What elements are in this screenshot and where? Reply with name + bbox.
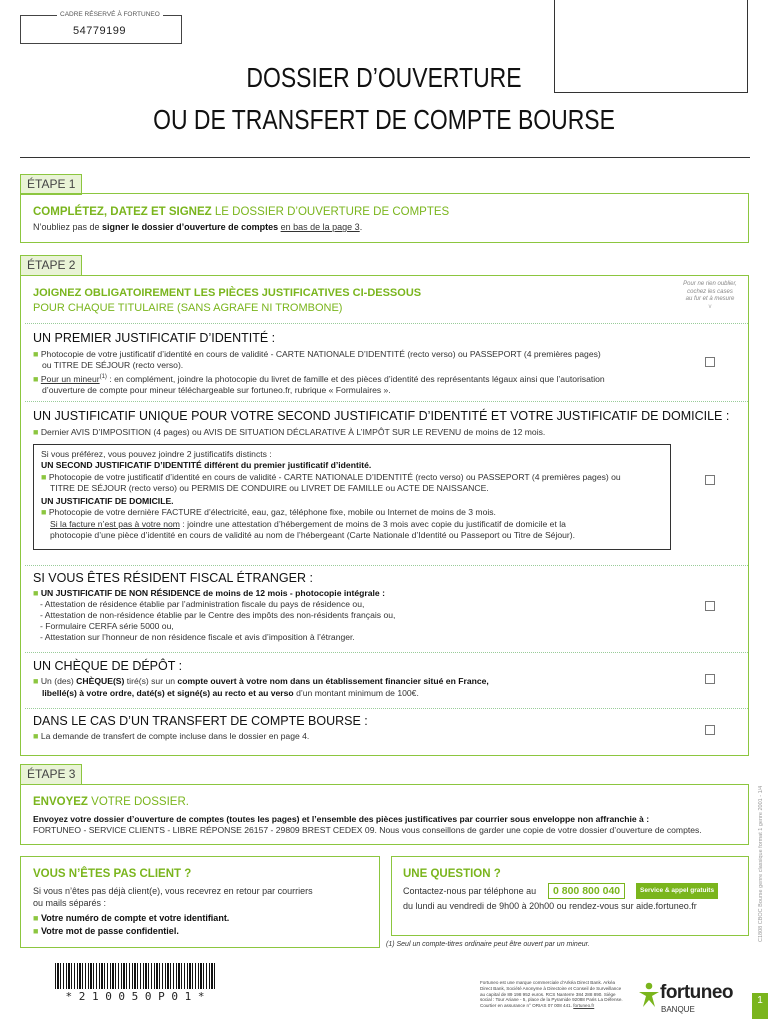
bullet-icon: ■ <box>33 427 39 437</box>
s2-alt-box <box>33 444 671 550</box>
step3-tag: ÉTAPE 3 <box>20 764 82 785</box>
step2-subheading: POUR CHAQUE TITULAIRE (SANS AGRAFE NI TROMBONE) <box>33 302 343 314</box>
hint-line-1: Pour ne rien oublier, <box>683 281 737 287</box>
question-line2: du lundi au vendredi de 9h00 à 20h00 ou rendez-vous sur aide.fortuneo.fr <box>403 901 697 911</box>
checkbox-identity[interactable] <box>705 357 715 367</box>
s1-item1-line2: ou TITRE DE SÉJOUR (recto verso). <box>42 360 184 370</box>
s4-text-c: tiré(s) sur un <box>124 676 178 686</box>
bullet-icon: ■ <box>33 676 39 686</box>
s3-dash4: - Attestation sur l’honneur de non résidence fiscale et avis d’imposition à l’étranger. <box>40 632 355 642</box>
step3-heading <box>33 796 189 808</box>
not-client-box <box>20 856 380 948</box>
step1-page-link[interactable]: en bas de la page 3 <box>280 222 360 232</box>
hint-line-3: au fur et à mesure <box>685 296 735 302</box>
s3-dash3: - Formulaire CERFA série 5000 ou, <box>40 621 174 631</box>
not-client-title: VOUS N’ÊTES PAS CLIENT ? <box>33 868 192 880</box>
s2-box-heading2 <box>41 496 174 507</box>
title-line-2: OU DE TRANSFERT DE COMPTE BOURSE <box>153 104 615 135</box>
not-client-line2: ou mails séparés : <box>33 898 107 908</box>
header-rule <box>20 157 750 158</box>
hint-arrow-icon: v <box>708 303 712 310</box>
s2-box-item1 <box>41 472 666 494</box>
bullet-icon: ■ <box>41 507 47 517</box>
step2-heading: JOIGNEZ OBLIGATOIREMENT LES PIÈCES JUSTIFICATIVES CI-DESSOUS <box>33 287 422 299</box>
legal-line3: au capital de 89 198 952 euros. RCS Nanterre 384 288 890. Siège <box>480 991 616 997</box>
star-person-icon <box>638 982 660 1008</box>
not-client-line1: Si vous n’êtes pas déjà client(e), vous recevrez en retour par courriers <box>33 886 313 896</box>
s5-item1-text: La demande de transfert de compte incluse dans le dossier en page 4. <box>40 731 310 741</box>
s2-item1-text: Dernier AVIS D’IMPOSITION (4 pages) ou AVIS DE SITUATION DÉCLARATIVE À L’IMPÔT SUR LE REVENU de moins de 12 mois. <box>40 427 546 437</box>
question-title: UNE QUESTION ? <box>403 868 501 880</box>
s2-box-item3-line1: : joindre une attestation d’hébergement de moins de 3 mois avec copie du justificatif de domicile et la <box>179 519 566 529</box>
s4-title: UN CHÈQUE DE DÉPÔT : <box>33 659 183 673</box>
s2-box-intro: Si vous préférez, vous pouvez joindre 2 justificatifs distincts : <box>41 449 272 459</box>
checkbox-transfer[interactable] <box>705 725 715 735</box>
minor-link: Pour un mineur <box>40 373 100 384</box>
s2-box-item3 <box>50 519 665 541</box>
step1-heading <box>33 206 449 218</box>
step3-box <box>20 784 749 845</box>
free-service-badge: Service & appel gratuits <box>636 883 718 899</box>
page-title <box>69 57 699 141</box>
step2-tag: ÉTAPE 2 <box>20 255 82 276</box>
bullet-icon: ■ <box>33 913 39 923</box>
footnote-ref: (1) <box>99 374 107 380</box>
s3-title: SI VOUS ÊTES RÉSIDENT FISCAL ÉTRANGER : <box>33 571 313 585</box>
s4-text-amount: d’un montant minimum de 100€. <box>293 688 419 698</box>
s2-box-heading1-text: UN SECOND JUSTIFICATIF D’IDENTITÉ différent du premier justificatif d’identité. <box>41 460 372 470</box>
s3-dash2: - Attestation de non-résidence établie par le Centre des impôts des non-résidents français ou, <box>40 610 396 620</box>
not-client-item1-text: Votre numéro de compte et votre identifiant. <box>40 913 230 923</box>
invoice-not-your-name-link: Si la facture n’est pas à votre nom <box>50 519 180 529</box>
step2-separator-top <box>25 323 748 324</box>
brand-name: fortuneo <box>660 982 734 1003</box>
s2-box-item2 <box>41 507 496 518</box>
s4-line2 <box>42 688 419 699</box>
s1-item2-line2: d’ouverture de compte pour mineur téléchargeable sur fortuneo.fr, rubrique « Formulaires ». <box>42 384 391 395</box>
s4-line1 <box>33 676 489 687</box>
bullet-icon: ■ <box>41 472 47 482</box>
legal-text <box>480 980 628 1009</box>
s1-item1-line1: Photocopie de votre justificatif d’identité en cours de validité - CARTE NATIONALE D’IDENTITÉ (recto verso) ou PASSEPORT (4 premières pages) <box>40 349 601 359</box>
s4-text-account: compte ouvert à votre nom dans un établissement financier situé en France, <box>177 676 489 686</box>
fortuneo-logo <box>638 980 744 1016</box>
checkbox-hint <box>675 281 745 311</box>
step3-heading-rest: VOTRE DOSSIER. <box>91 796 189 808</box>
legal-line4: social : Tour Ariane - 5, place de la Pyramide 92088 Paris La Défense. <box>480 997 623 1003</box>
step3-line1 <box>33 814 649 825</box>
s5-item1 <box>33 731 309 742</box>
legal-line1: Fortuneo est une marque commerciale d’Arkéa Direct Bank. Arkéa <box>480 980 616 985</box>
reserved-label: CADRE RÉSERVÉ À FORTUNEO <box>57 11 163 18</box>
title-line-1: DOSSIER D’OUVERTURE <box>246 62 522 93</box>
bullet-icon: ■ <box>33 373 39 384</box>
s3-dash1: - Attestation de résidence établie par l’administration fiscale du pays de résidence ou, <box>40 599 365 609</box>
s4-text-order: libellé(s) à votre ordre, daté(s) et signé(s) au recto et au verso <box>42 688 294 698</box>
s1-item1 <box>33 349 673 371</box>
s4-text-cheques: CHÈQUE(S) <box>76 676 125 686</box>
legal-link: fortuneo.fr <box>573 1003 595 1009</box>
step2-separator-4 <box>25 652 748 653</box>
s2-item1 <box>33 427 545 438</box>
checkbox-non-residence[interactable] <box>705 601 715 611</box>
s4-text-a: Un (des) <box>40 676 77 686</box>
s2-title: UN JUSTIFICATIF UNIQUE POUR VOTRE SECOND JUSTIFICATIF D’IDENTITÉ ET VOTRE JUSTIFICATIF DE DOMICILE : <box>33 409 730 423</box>
step1-text-a: N’oubliez pas de <box>33 222 103 232</box>
barcode-text: * 2 1 0 0 5 0 P 0 1 * <box>65 990 205 1003</box>
s1-item2 <box>33 372 683 396</box>
step3-address: FORTUNEO - SERVICE CLIENTS - LIBRE RÉPONSE 26157 - 29809 BREST CEDEX 09. Nous vous conseillons de garder une copie de votre dossier d’ouverture de comptes. <box>33 825 702 835</box>
question-box <box>391 856 749 936</box>
s2-box-item2-text: Photocopie de votre dernière FACTURE d’électricité, eau, gaz, téléphone fixe, mobile ou Internet de moins de 3 mois. <box>48 507 496 517</box>
footnote: (1) Seul un compte-titres ordinaire peut être ouvert par un mineur. <box>386 941 590 948</box>
step1-text-d: . <box>359 222 363 232</box>
s1-item2-line1: : en complément, joindre la photocopie du livret de famille et des pièces d’identité des représentants légaux ainsi que l’autorisation <box>106 373 605 384</box>
not-client-item1 <box>33 913 229 924</box>
step2-separator-3 <box>25 565 748 566</box>
s5-title: DANS LE CAS D’UN TRANSFERT DE COMPTE BOURSE : <box>33 714 368 728</box>
side-reference <box>758 786 764 942</box>
s2-box-heading2-text: UN JUSTIFICATIF DE DOMICILE. <box>41 496 174 506</box>
brand-subtitle: BANQUE <box>661 1005 695 1014</box>
step1-tag: ÉTAPE 1 <box>20 174 82 195</box>
s2-box-heading1 <box>41 460 371 471</box>
s1-title: UN PREMIER JUSTIFICATIF D’IDENTITÉ : <box>33 331 276 345</box>
not-client-item2-text: Votre mot de passe confidentiel. <box>40 926 179 936</box>
step3-line1-text: Envoyez votre dossier d’ouverture de comptes (toutes les pages) et l’ensemble des pièces justificatives par courrier sous enveloppe non affranchie à : <box>33 814 650 824</box>
s2-box-item1-line1: Photocopie de votre justificatif d’identité en cours de validité - CARTE NATIONALE D’IDENTITÉ (recto verso) ou PASSEPORT (4 premières pages) ou <box>48 472 621 482</box>
step2-separator-5 <box>25 708 748 709</box>
step2-separator-2 <box>25 401 748 402</box>
step1-heading-rest: LE DOSSIER D’OUVERTURE DE COMPTES <box>214 206 450 218</box>
step1-box <box>20 193 749 243</box>
hint-line-2: cochez les cases <box>687 288 733 295</box>
s3-item1 <box>33 588 385 599</box>
legal-line2: Direct Bank, Société Anonyme à Directoire et Conseil de Surveillance <box>480 985 622 991</box>
bullet-icon: ■ <box>33 588 39 598</box>
bullet-icon: ■ <box>33 926 39 936</box>
reserved-box <box>20 11 182 44</box>
s2-box-item3-line2: photocopie d’une pièce d’identité en cours de validité au nom de l’hébergeant (Carte Nationale d’Identité ou Passeport ou Titre de Séjour). <box>50 530 576 540</box>
question-line1: Contactez-nous par téléphone au <box>403 886 537 896</box>
bullet-icon: ■ <box>33 731 39 741</box>
barcode <box>55 963 215 989</box>
s2-box-item1-line2: TITRE DE SÉJOUR (recto verso) ou PERMIS DE CONDUIRE ou LIVRET DE FAMILLE ou ACTE DE NAISSANCE. <box>50 483 489 493</box>
step1-line <box>33 222 362 233</box>
phone-number[interactable]: 0 800 800 040 <box>548 883 625 899</box>
side-text: CBOC Bourse genre classique format 1 genre 2001 - 1/4 <box>758 785 764 925</box>
checkbox-cheque[interactable] <box>705 674 715 684</box>
page-number <box>752 993 768 1019</box>
bullet-icon: ■ <box>33 349 39 359</box>
s3-item1-text: UN JUSTIFICATIF DE NON RÉSIDENCE de moins de 12 mois - photocopie intégrale : <box>40 588 385 598</box>
reserved-number: 54779199 <box>73 25 126 37</box>
page-number-text: 1 <box>757 995 763 1006</box>
step3-heading-green: ENVOYEZ <box>33 796 88 808</box>
legal-line5: Courtier en assurance n° ORIAS 07 008 441. <box>480 1003 572 1009</box>
checkbox-domicile[interactable] <box>705 475 715 485</box>
step1-heading-green: COMPLÉTEZ, DATEZ ET SIGNEZ <box>33 206 212 218</box>
side-code: C1808 <box>758 925 764 942</box>
step1-text-bold: signer le dossier d’ouverture de comptes <box>102 222 279 232</box>
not-client-item2 <box>33 926 179 937</box>
